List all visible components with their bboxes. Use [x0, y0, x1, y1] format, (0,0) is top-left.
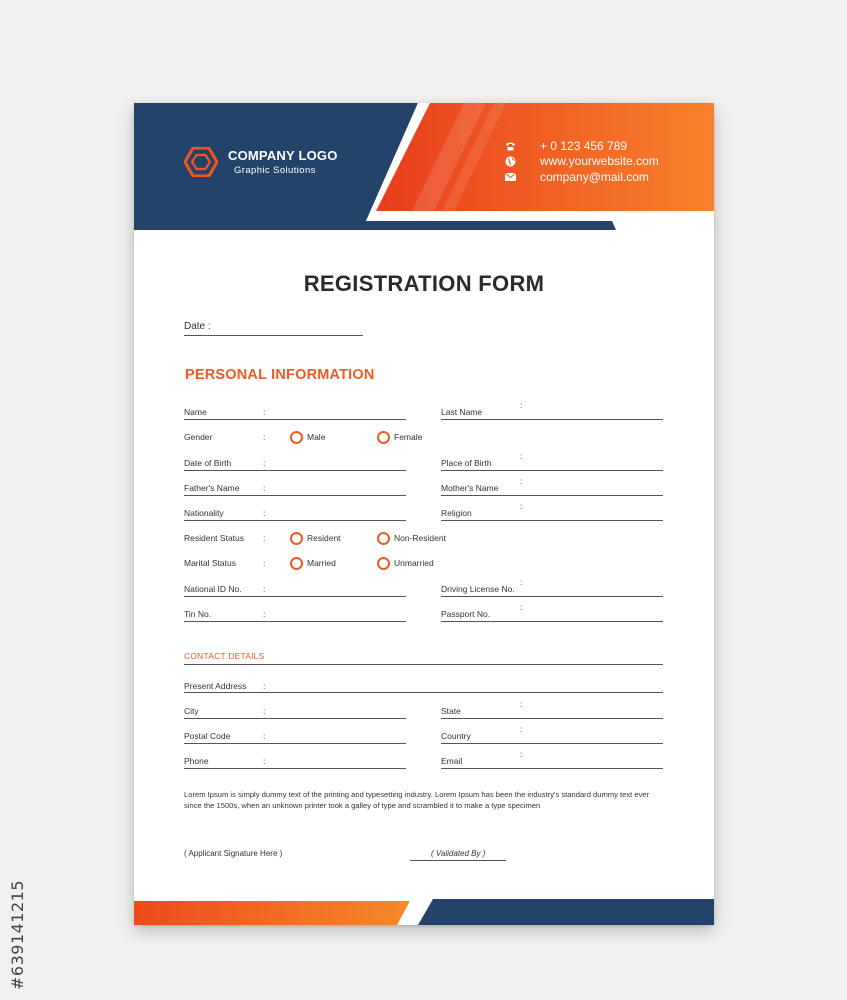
driving-license-label: Driving License No.	[441, 584, 515, 594]
marital-status-label: Marital Status	[184, 558, 236, 568]
tin-no-input-line[interactable]	[184, 621, 406, 622]
gender-male-label: Male	[307, 432, 326, 442]
colon: :	[263, 432, 266, 442]
tin-no-label: Tin No.	[184, 609, 212, 619]
registration-form-page	[134, 103, 714, 925]
hexagon-logo-icon	[184, 147, 218, 177]
gender-male-radio[interactable]	[290, 431, 303, 444]
colon: :	[263, 681, 266, 691]
colon: :	[520, 501, 523, 511]
phone-icon	[504, 140, 516, 152]
national-id-label: National ID No.	[184, 584, 242, 594]
non-resident-radio[interactable]	[377, 532, 390, 545]
unmarried-radio[interactable]	[377, 557, 390, 570]
footer-orange-block	[134, 901, 410, 925]
present-address-label: Present Address	[184, 681, 247, 691]
last-name-input-line[interactable]	[441, 419, 663, 420]
colon: :	[263, 558, 266, 568]
married-radio[interactable]	[290, 557, 303, 570]
gender-label: Gender	[184, 432, 213, 442]
colon: :	[520, 451, 523, 461]
mothers-name-input-line[interactable]	[441, 495, 663, 496]
colon: :	[263, 731, 266, 741]
colon: :	[263, 533, 266, 543]
company-logo	[228, 148, 338, 176]
colon: :	[263, 609, 266, 619]
gender-female-label: Female	[394, 432, 423, 442]
colon: :	[263, 458, 266, 468]
phone-input-line[interactable]	[184, 768, 406, 769]
nationality-label: Nationality	[184, 508, 224, 518]
contact-phone: + 0 123 456 789	[540, 138, 628, 153]
contact-details-divider	[184, 664, 663, 665]
nationality-input-line[interactable]	[184, 520, 406, 521]
date-of-birth-label: Date of Birth	[184, 458, 232, 468]
colon: :	[520, 400, 523, 410]
colon: :	[263, 407, 266, 417]
envelope-icon	[504, 171, 516, 183]
stock-id: #639141215	[8, 879, 27, 990]
date-of-birth-input-line[interactable]	[184, 470, 406, 471]
colon: :	[520, 602, 523, 612]
personal-information-heading: PERSONAL INFORMATION	[185, 367, 375, 383]
globe-icon	[504, 155, 516, 167]
married-label: Married	[307, 558, 336, 568]
colon: :	[263, 483, 266, 493]
colon: :	[520, 476, 523, 486]
last-name-label: Last Name	[441, 407, 483, 417]
present-address-input-line[interactable]	[184, 692, 663, 693]
fathers-name-label: Father's Name	[184, 483, 240, 493]
email-input-line[interactable]	[441, 768, 663, 769]
colon: :	[520, 699, 523, 709]
date-input-line[interactable]	[184, 335, 363, 336]
place-of-birth-input-line[interactable]	[441, 470, 663, 471]
validated-by-signature-line[interactable]	[410, 860, 506, 861]
name-label: Name	[184, 407, 207, 417]
city-label: City	[184, 706, 199, 716]
email-label: Email	[441, 756, 463, 766]
colon: :	[263, 584, 266, 594]
religion-label: Religion	[441, 508, 472, 518]
gender-female-radio[interactable]	[377, 431, 390, 444]
colon: :	[520, 749, 523, 759]
contact-email: company@mail.com	[540, 169, 649, 184]
national-id-input-line[interactable]	[184, 596, 406, 597]
resident-radio[interactable]	[290, 532, 303, 545]
country-label: Country	[441, 731, 471, 741]
country-input-line[interactable]	[441, 743, 663, 744]
resident-label: Resident	[307, 533, 341, 543]
colon: :	[263, 756, 266, 766]
colon: :	[520, 577, 523, 587]
place-of-birth-label: Place of Birth	[441, 458, 492, 468]
driving-license-input-line[interactable]	[441, 596, 663, 597]
colon: :	[520, 724, 523, 734]
footer-navy-block	[418, 899, 714, 925]
passport-no-input-line[interactable]	[441, 621, 663, 622]
passport-no-label: Passport No.	[441, 609, 491, 619]
validated-by-label: ( Validated By )	[431, 849, 486, 858]
contact-website: www.yourwebsite.com	[540, 154, 659, 169]
postal-code-label: Postal Code	[184, 731, 231, 741]
fathers-name-input-line[interactable]	[184, 495, 406, 496]
logo-title: COMPANY LOGO	[228, 148, 338, 163]
postal-code-input-line[interactable]	[184, 743, 406, 744]
mothers-name-label: Mother's Name	[441, 483, 499, 493]
header-contact-info	[504, 138, 659, 185]
resident-status-label: Resident Status	[184, 533, 245, 543]
colon: :	[263, 508, 266, 518]
date-label: Date :	[184, 321, 211, 332]
applicant-signature-label: ( Applicant Signature Here )	[184, 849, 283, 858]
colon: :	[263, 706, 266, 716]
form-title: REGISTRATION FORM	[303, 271, 545, 296]
logo-subtitle: Graphic Solutions	[234, 165, 316, 176]
non-resident-label: Non-Resident	[394, 533, 446, 543]
footer-banner	[134, 899, 714, 925]
contact-details-heading: CONTACT DETAILS	[184, 651, 265, 661]
state-input-line[interactable]	[441, 718, 663, 719]
city-input-line[interactable]	[184, 718, 406, 719]
terms-paragraph: Lorem Ipsum is simply dummy text of the printing and typesetting industry. Lorem Ipsum has been the industry's standard dummy text ever since the 1500s, when an unknown printer took a galley of type and scrambled it to make a type specimen	[184, 790, 650, 810]
name-input-line[interactable]	[184, 419, 406, 420]
religion-input-line[interactable]	[441, 520, 663, 521]
state-label: State	[441, 706, 461, 716]
unmarried-label: Unmarried	[394, 558, 434, 568]
phone-label: Phone	[184, 756, 209, 766]
